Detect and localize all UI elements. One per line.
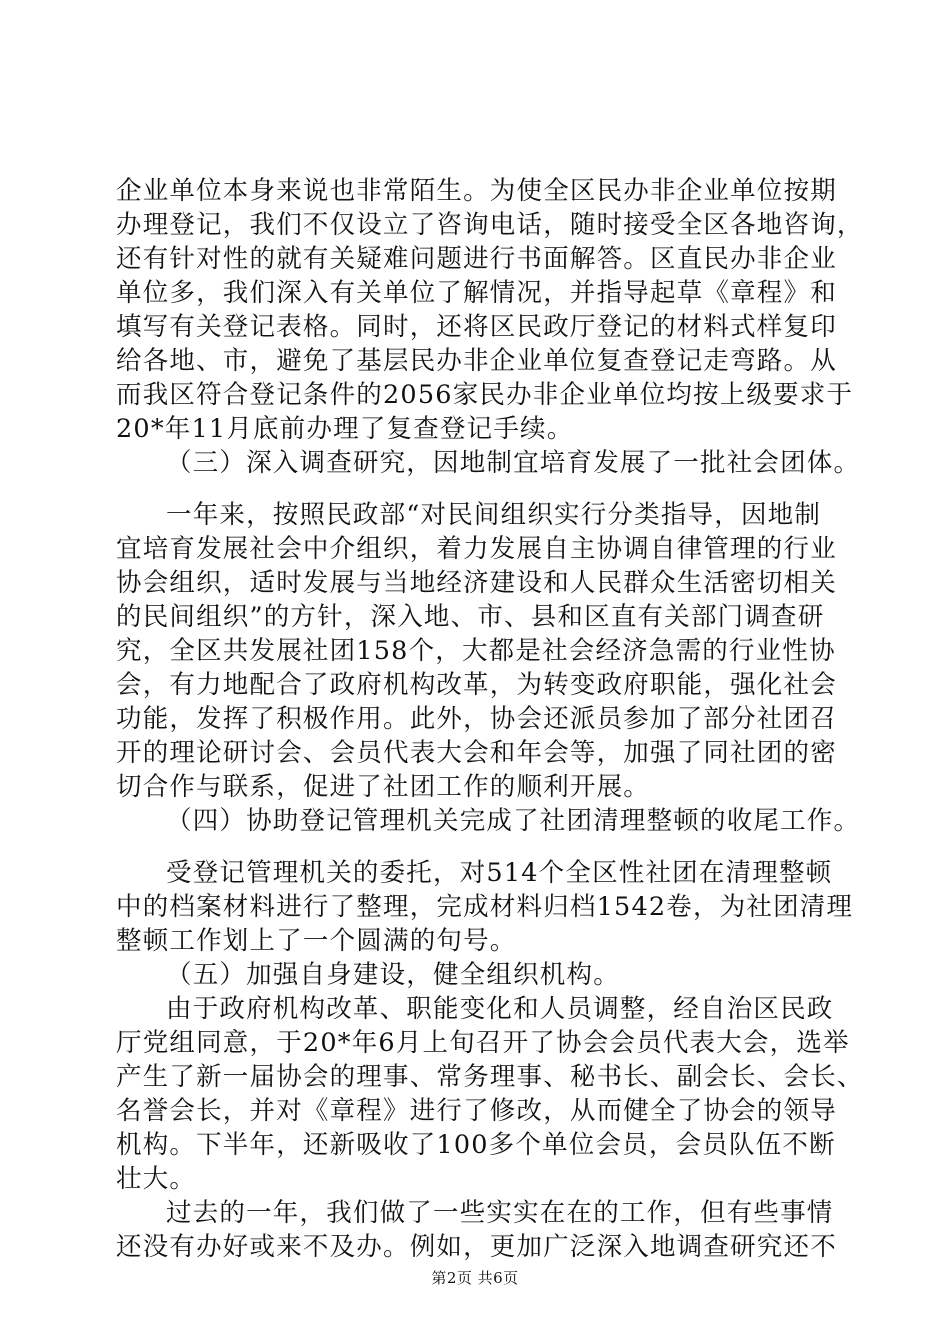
paragraph-line: 产生了新一届协会的理事、常务理事、秘书长、副会长、会长、: [116, 1062, 864, 1092]
paragraph-line: 一年来，按照民政部“对民间组织实行分类指导，因地制: [166, 500, 822, 530]
paragraph-line: 厅党组同意，于20*年6月上旬召开了协会会员代表大会，选举: [116, 1028, 850, 1058]
paragraph-line: 办理登记，我们不仅设立了咨询电话，随时接受全区各地咨询，: [116, 210, 864, 240]
section-heading: （五）加强自身建设，健全组织机构。: [166, 960, 620, 990]
paragraph-line: 还有针对性的就有关疑难问题进行书面解答。区直民办非企业: [116, 244, 837, 274]
section-heading: （四）协助登记管理机关完成了社团清理整顿的收尾工作。: [166, 806, 861, 836]
paragraph-line: 机构。下半年，还新吸收了100多个单位会员，会员队伍不断: [116, 1130, 836, 1160]
paragraph-line: 壮大。: [116, 1164, 197, 1194]
paragraph-line: 还没有办好或来不及办。例如，更加广泛深入地调查研究还不: [116, 1232, 837, 1262]
paragraph-line: 而我区符合登记条件的2056家民办非企业单位均按上级要求于: [116, 380, 854, 410]
paragraph-line: 宜培育发展社会中介组织，着力发展自主协调自律管理的行业: [116, 534, 837, 564]
paragraph-line: 会，有力地配合了政府机构改革，为转变政府职能，强化社会: [116, 670, 837, 700]
paragraph-line: 中的档案材料进行了整理，完成材料归档1542卷，为社团清理: [116, 892, 854, 922]
paragraph-line: 名誉会长，并对《章程》进行了修改，从而健全了协会的领导: [116, 1096, 837, 1126]
paragraph-line: 单位多，我们深入有关单位了解情况，并指导起草《章程》和: [116, 278, 837, 308]
paragraph-line: 功能，发挥了积极作用。此外，协会还派员参加了部分社团召: [116, 704, 837, 734]
paragraph-line: 切合作与联系，促进了社团工作的顺利开展。: [116, 772, 651, 802]
paragraph-line: 过去的一年，我们做了一些实实在在的工作，但有些事情: [166, 1198, 834, 1228]
paragraph-line: 开的理论研讨会、会员代表大会和年会等，加强了同社团的密: [116, 738, 837, 768]
paragraph-line: 20*年11月底前办理了复查登记手续。: [116, 414, 574, 444]
paragraph-line: 整顿工作划上了一个圆满的句号。: [116, 926, 517, 956]
paragraph-line: 的民间组织”的方针，深入地、市、县和区直有关部门调查研: [116, 602, 825, 632]
section-heading: （三）深入调查研究，因地制宜培育发展了一批社会团体。: [166, 448, 861, 478]
paragraph-line: 协会组织，适时发展与当地经济建设和人民群众生活密切相关: [116, 568, 837, 598]
paragraph-line: 由于政府机构改革、职能变化和人员调整，经自治区民政: [166, 994, 834, 1024]
page-number-footer: 第2页 共6页: [431, 1269, 519, 1287]
paragraph-line: 受登记管理机关的委托，对514个全区性社团在清理整顿: [166, 858, 833, 888]
paragraph-line: 究，全区共发展社团158个，大都是社会经济急需的行业性协: [116, 636, 836, 666]
paragraph-line: 给各地、市，避免了基层民办非企业单位复查登记走弯路。从: [116, 346, 837, 376]
paragraph-line: 企业单位本身来说也非常陌生。为使全区民办非企业单位按期: [116, 176, 837, 206]
paragraph-line: 填写有关登记表格。同时，还将区民政厅登记的材料式样复印: [116, 312, 837, 342]
